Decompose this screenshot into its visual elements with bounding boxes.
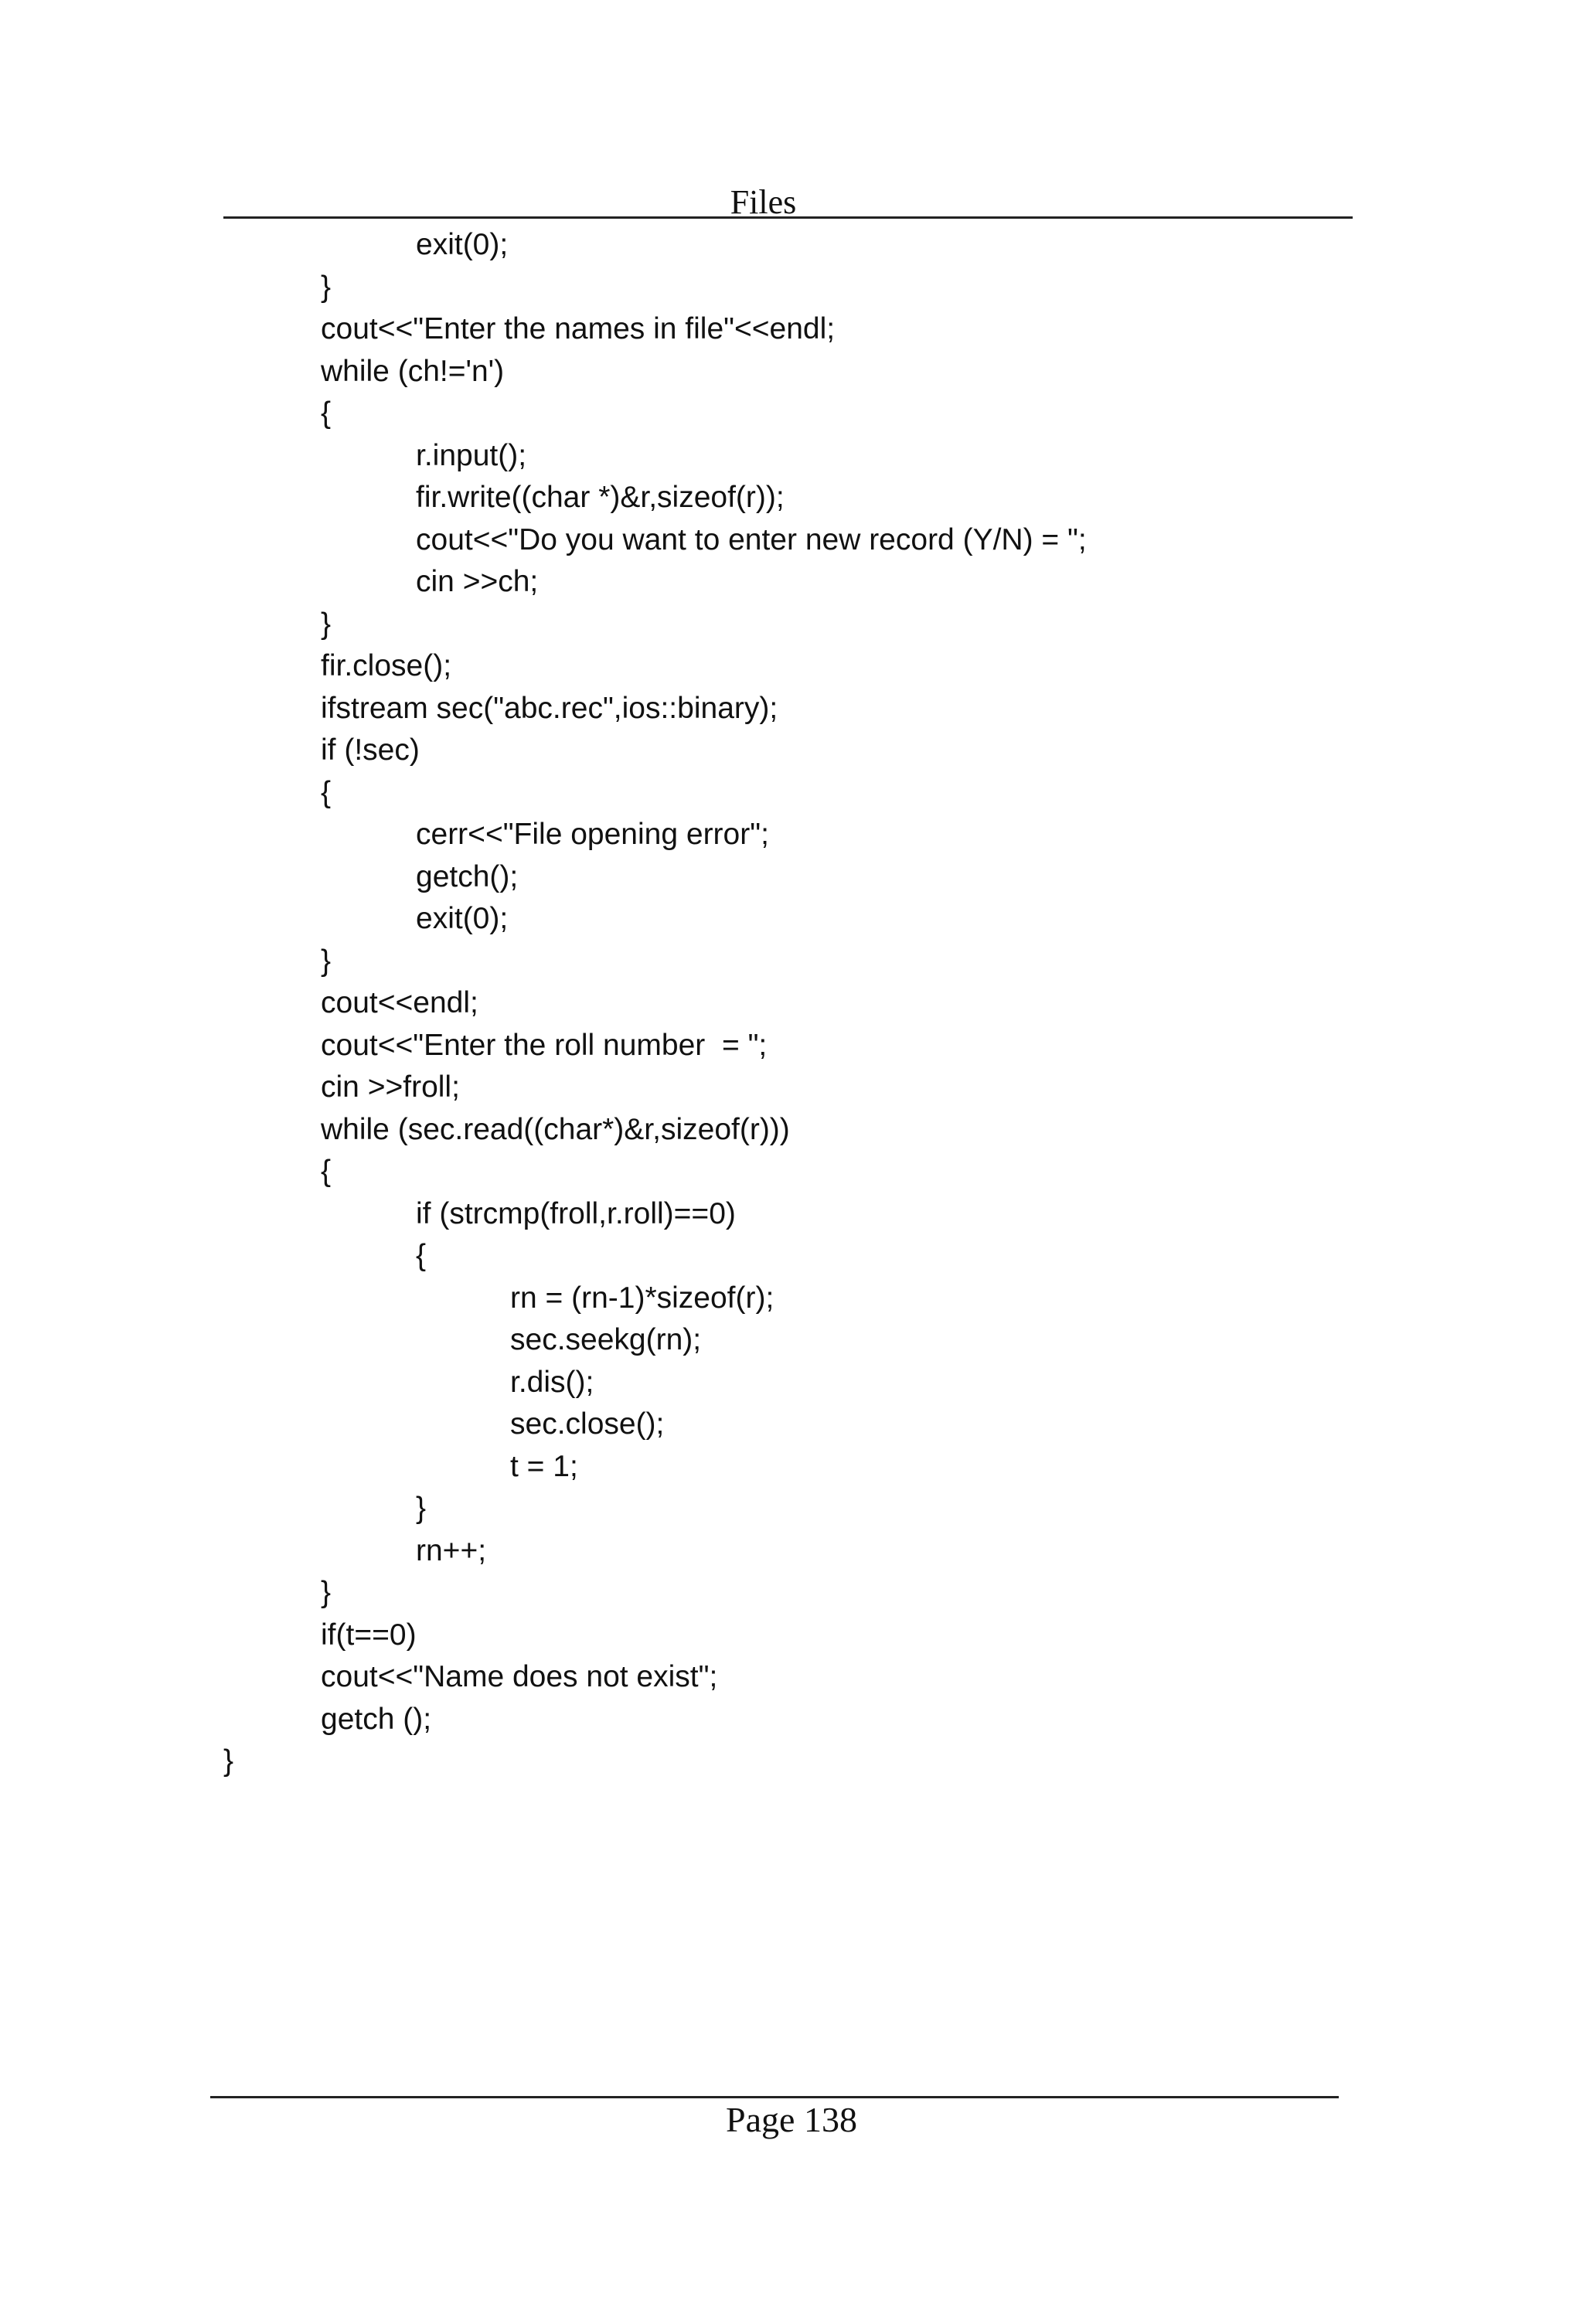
code-line: fir.close(); bbox=[321, 649, 452, 682]
code-line: rn++; bbox=[416, 1533, 487, 1567]
running-header-title: Files bbox=[730, 183, 797, 221]
code-line: } bbox=[321, 607, 332, 641]
code-line: fir.write((char *)&r,sizeof(r)); bbox=[416, 481, 785, 514]
code-line: r.dis(); bbox=[510, 1365, 594, 1399]
code-line: cin >>ch; bbox=[416, 565, 539, 598]
code-line: cout<<"Name does not exist"; bbox=[321, 1660, 718, 1693]
code-line: if (!sec) bbox=[321, 733, 420, 767]
code-line: while (sec.read((char*)&r,sizeof(r))) bbox=[321, 1112, 790, 1146]
code-line: { bbox=[321, 1155, 332, 1188]
code-line: exit(0); bbox=[416, 902, 509, 935]
code-line: rn = (rn-1)*sizeof(r); bbox=[510, 1281, 774, 1315]
code-line: cerr<<"File opening error"; bbox=[416, 818, 769, 851]
code-line: sec.seekg(rn); bbox=[510, 1323, 702, 1356]
code-line: cout<<endl; bbox=[321, 986, 478, 1019]
code-line: { bbox=[416, 1239, 427, 1272]
code-line: ifstream sec("abc.rec",ios::binary); bbox=[321, 691, 778, 725]
code-line: { bbox=[321, 775, 332, 809]
code-line: if(t==0) bbox=[321, 1618, 417, 1652]
code-line: cin >>froll; bbox=[321, 1070, 460, 1104]
code-line: getch (); bbox=[321, 1702, 432, 1736]
page-number: Page 138 bbox=[726, 2100, 857, 2139]
code-line: getch(); bbox=[416, 859, 519, 893]
code-line: { bbox=[321, 396, 332, 430]
code-line: cout<<"Do you want to enter new record (Y/N) = "; bbox=[416, 522, 1087, 556]
code-line: if (strcmp(froll,r.roll)==0) bbox=[416, 1196, 736, 1230]
code-line: sec.close(); bbox=[510, 1407, 665, 1441]
code-line: } bbox=[321, 944, 332, 978]
code-line: r.input(); bbox=[416, 438, 527, 472]
code-line: } bbox=[321, 270, 332, 304]
code-line: cout<<"Enter the names in file"<<endl; bbox=[321, 312, 836, 345]
code-line: } bbox=[416, 1492, 427, 1525]
code-line: } bbox=[321, 1576, 332, 1609]
code-line: } bbox=[223, 1744, 234, 1778]
code-line: cout<<"Enter the roll number = "; bbox=[321, 1028, 768, 1062]
code-line: exit(0); bbox=[416, 228, 509, 261]
header-divider bbox=[223, 216, 1353, 219]
code-line: while (ch!='n') bbox=[321, 354, 505, 388]
code-line: t = 1; bbox=[510, 1449, 578, 1483]
